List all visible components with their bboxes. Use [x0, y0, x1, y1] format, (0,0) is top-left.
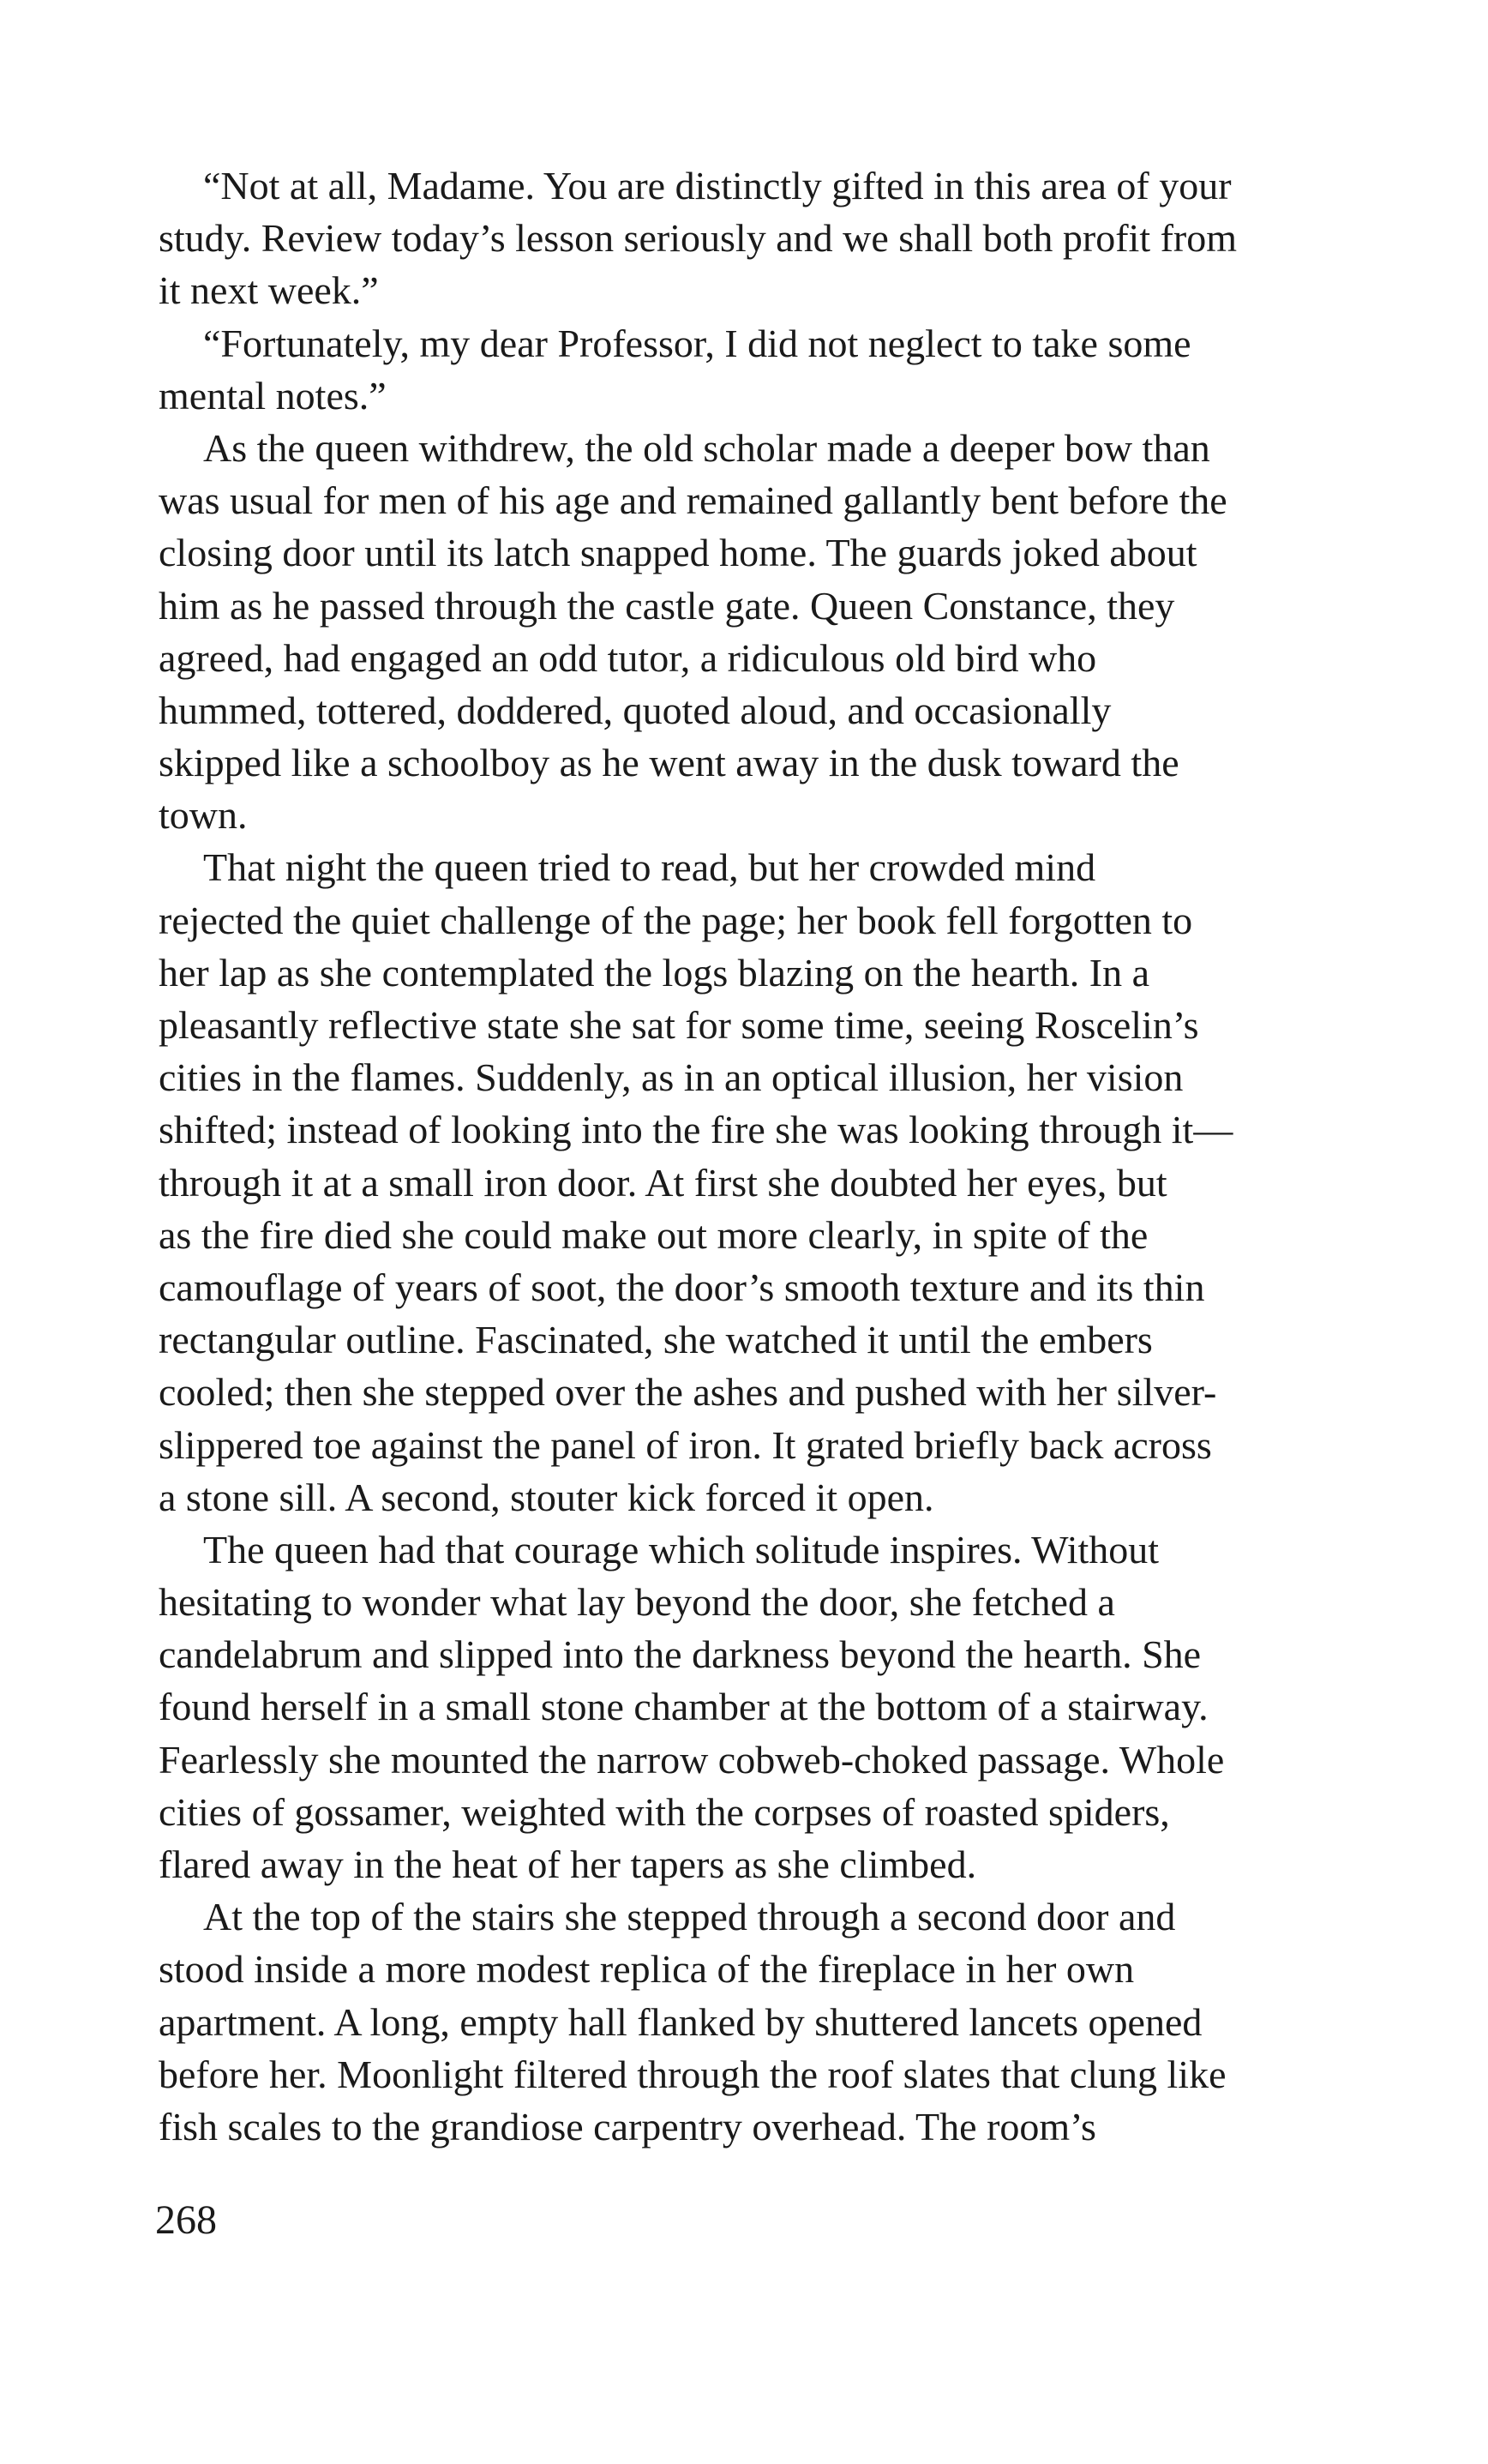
text-line: camouflage of years of soot, the door’s smooth texture and its thin [159, 1265, 1205, 1309]
text-line: That night the queen tried to read, but her crowded mind [203, 845, 1096, 890]
text-line: cities in the flames. Suddenly, as in an optical illusion, her vision [159, 1055, 1184, 1100]
text-line: stood inside a more modest replica of the fireplace in her own [159, 1947, 1135, 1992]
text-line: before her. Moonlight filtered through the roof slates that clung like [159, 2052, 1227, 2096]
text-line: candelabrum and slipped into the darkness beyond the hearth. She [159, 1632, 1202, 1677]
text-line: “Fortunately, my dear Professor, I did not neglect to take some [203, 321, 1191, 365]
text-line: rectangular outline. Fascinated, she watched it until the embers [159, 1318, 1153, 1362]
text-line: apartment. A long, empty hall flanked by shuttered lancets opened [159, 1999, 1203, 2044]
text-line: as the fire died she could make out more clearly, in spite of the [159, 1212, 1149, 1257]
text-line: skipped like a schoolboy as he went away in the dusk toward the [159, 741, 1179, 785]
text-line: town. [159, 793, 248, 838]
text-line: cooled; then she stepped over the ashes and pushed with her silver- [159, 1370, 1217, 1415]
text-line: mental notes.” [159, 373, 387, 418]
text-line: fish scales to the grandiose carpentry overhead. The room’s [159, 2104, 1096, 2148]
text-line: pleasantly reflective state she sat for some time, seeing Roscelin’s [159, 1003, 1199, 1047]
text-line: him as he passed through the castle gate. Queen Constance, they [159, 583, 1175, 628]
text-line: flared away in the heat of her tapers as she climbed. [159, 1842, 977, 1886]
text-line: study. Review today’s lesson seriously and we shall both profit from [159, 216, 1238, 261]
text-line: closing door until its latch snapped home. The guards joked about [159, 531, 1197, 575]
text-line: a stone sill. A second, stouter kick forced it open. [159, 1475, 934, 1519]
text-line: found herself in a small stone chamber at the bottom of a stairway. [159, 1685, 1209, 1729]
text-line: As the queen withdrew, the old scholar made a deeper bow than [203, 425, 1210, 470]
text-line: Fearlessly she mounted the narrow cobweb-choked passage. Whole [159, 1737, 1225, 1782]
text-line: hummed, tottered, doddered, quoted aloud, and occasionally [159, 688, 1112, 732]
text-line: At the top of the stairs she stepped through a second door and [203, 1895, 1176, 1939]
text-line: cities of gossamer, weighted with the corpses of roasted spiders, [159, 1789, 1170, 1834]
text-line: hesitating to wonder what lay beyond the door, she fetched a [159, 1580, 1115, 1625]
text-line: “Not at all, Madame. You are distinctly gifted in this area of your [203, 164, 1232, 207]
text-line: agreed, had engaged an odd tutor, a ridiculous old bird who [159, 635, 1097, 680]
text-line: through it at a small iron door. At first she doubted her eyes, but [159, 1160, 1167, 1205]
text-line: shifted; instead of looking into the fire she was looking through it— [159, 1108, 1233, 1152]
text-line: slippered toe against the panel of iron. It grated briefly back across [159, 1422, 1212, 1467]
text-line: her lap as she contemplated the logs blazing on the hearth. In a [159, 950, 1149, 995]
text-line: was usual for men of his age and remained gallantly bent before the [159, 478, 1227, 523]
body-text [159, 159, 1346, 2153]
text-line: rejected the quiet challenge of the page; her book fell forgotten to [159, 898, 1193, 942]
page-number: 268 [155, 2197, 217, 2243]
text-line: The queen had that courage which solitude inspires. Without [203, 1527, 1160, 1572]
text-line: it next week.” [159, 268, 379, 313]
